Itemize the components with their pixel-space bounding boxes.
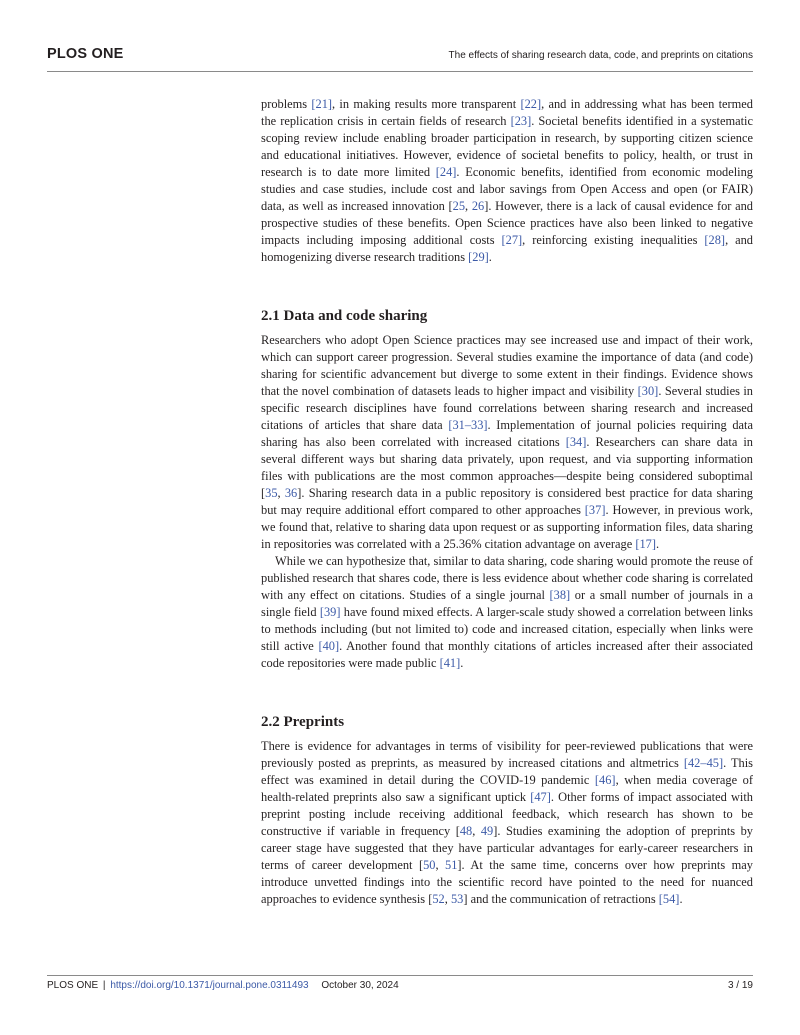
citation-link[interactable]: [22] (520, 97, 542, 111)
citation-link[interactable]: [17] (635, 537, 656, 551)
citation-link[interactable]: [37] (584, 503, 606, 517)
citation-link[interactable]: 25 (452, 199, 466, 213)
citation-link[interactable]: [29] (468, 250, 489, 264)
citation-link[interactable]: [28] (704, 233, 726, 247)
journal-name: PLOS ONE (47, 46, 124, 62)
citation-link[interactable]: 36 (284, 486, 298, 500)
citation-link[interactable]: [46] (594, 773, 616, 787)
footer-journal: PLOS ONE (47, 980, 99, 991)
citation-link[interactable]: 52 (432, 892, 445, 906)
citation-link[interactable]: [34] (565, 435, 587, 449)
citation-link[interactable]: [23] (510, 114, 532, 128)
footer-separator: | (102, 980, 106, 991)
citation-link[interactable]: [30] (637, 384, 659, 398)
citation-link[interactable]: [54] (658, 892, 680, 906)
intro-paragraph: problems [21], in making results more transparent [22], and in addressing what has been termed the replication crisis in certain fields of research [23]. Societal benefits identified in a systematic scoping review include enabling broader participation in research, by supporting citizen science and educational initiatives. However, evidence of societal benefits to policy, health, or trust in research is to date more limited [24]. Economic benefits, identified from economic modeling studies and case studies, include cost and labor savings from Open Access and open (or FAIR) data, as well as increased innovation [25, 26]. However, there is a lack of causal evidence for and prospective studies of these benefits. Open Science practices have also been linked to negative impacts including imposing additional costs [27], reinforcing existing inequalities [28], and homogenizing diverse research traditions [29]. (261, 97, 753, 264)
footer-citation (47, 980, 399, 991)
section-heading-data-code: 2.1 Data and code sharing (261, 308, 428, 324)
citation-link[interactable]: [27] (501, 233, 523, 247)
publication-date: October 30, 2024 (321, 980, 399, 991)
footer-rule (47, 975, 753, 976)
citation-link[interactable]: [39] (319, 605, 341, 619)
citation-link[interactable]: 53 (450, 892, 464, 906)
data-code-paragraph-2: While we can hypothesize that, similar to data sharing, code sharing would promote the reuse of published research that shares code, there is less evidence about whether code sharing is correlated with any effect on citations. Studies of a single journal [38] or a small number of journals in a single field [39] have found mixed effects. A larger-scale study showed a correlation between links to methods including (but not limited to) code and increased citation, especially when links were still active [40]. Another found that monthly citations of articles increased after their associated code repositories were made public [41]. (261, 554, 753, 670)
citation-link[interactable]: [24] (435, 165, 457, 179)
citation-link[interactable]: [31–33] (448, 418, 488, 432)
citation-link[interactable]: 48 (459, 824, 473, 838)
header-rule (47, 71, 753, 72)
page-number: 3 / 19 (727, 980, 753, 991)
article-body (261, 96, 753, 908)
citation-link[interactable]: [41] (439, 656, 461, 670)
section-heading-preprints: 2.2 Preprints (261, 714, 345, 730)
citation-link[interactable]: 26 (471, 199, 485, 213)
citation-link[interactable]: [47] (530, 790, 551, 804)
citation-link[interactable]: [21] (311, 97, 333, 111)
data-code-paragraph-1: Researchers who adopt Open Science practices may see increased use and impact of their work, which can support career progression. Several studies examine the importance of data (and code) sharing for scientific advancement but diverge to some extent in their findings. Evidence shows that the novel combination of datasets leads to higher impact and visibility [30]. Several studies in specific research disciplines have found correlations between sharing research and increased citations of articles that share data [31–33]. Implementation of journal policies requiring data sharing has also been correlated with increased citations [34]. Researchers can share data in several different ways but sharing data privately, upon request, and via supporting information files with publications are the most common approaches—despite being considered suboptimal [35, 36]. Sharing research data in a public repository is considered best practice for data sharing but may require additional effort compared to other approaches [37]. However, in previous work, we found that, relative to sharing data upon request or as supporting information files, data sharing in repositories was correlated with a 25.36% citation advantage on average [17]. (261, 333, 753, 551)
citation-link[interactable]: 50 (423, 858, 436, 872)
citation-link[interactable]: [40] (318, 639, 340, 653)
citation-link[interactable]: [42–45] (683, 756, 724, 770)
doi-link[interactable]: https://doi.org/10.1371/journal.pone.0311493 (110, 980, 309, 991)
citation-link[interactable]: 35 (265, 486, 278, 500)
preprints-paragraph: There is evidence for advantages in terms of visibility for peer-reviewed publications that were previously posted as preprints, as measured by increased citations and altmetrics [42–45]. This effect was examined in detail during the COVID-19 pandemic [46], when media coverage of health-related preprints also saw a significant uptick [47]. Other forms of impact associated with preprint posting include receiving additional feedback, which research has shown to be constructive if variable in frequency [48, 49]. Studies examining the adoption of preprints by career stage have suggested that they have particular advantages for early-career researchers in terms of career development [50, 51]. At the same time, concerns over how preprints may introduce unvetted findings into the scientific record have pointed to the need for nuanced approaches to evidence synthesis [52, 53] and the communication of retractions [54]. (261, 739, 753, 906)
page-footer (47, 980, 753, 996)
citation-link[interactable]: 49 (480, 824, 494, 838)
citation-link[interactable]: 51 (445, 858, 458, 872)
running-title: The effects of sharing research data, code, and preprints on citations (448, 50, 753, 61)
citation-link[interactable]: [38] (549, 588, 571, 602)
page-header (47, 44, 753, 68)
